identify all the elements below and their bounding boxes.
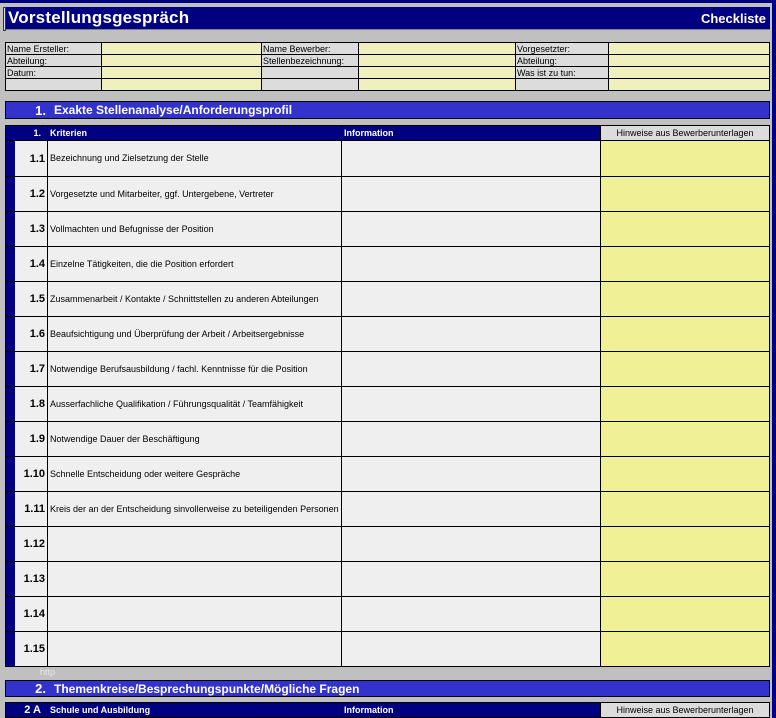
- table-row: [6, 491, 769, 526]
- row-criteria[interactable]: [47, 632, 341, 666]
- row-number: 1.5: [6, 282, 47, 316]
- table-row: [6, 211, 769, 246]
- label-empty: [262, 67, 359, 79]
- row-hint-input[interactable]: [600, 562, 769, 596]
- row-information-input[interactable]: [341, 422, 600, 456]
- row-criteria: Bezeichnung und Zielsetzung der Stelle: [47, 141, 341, 176]
- input-was-ist-zu-tun[interactable]: [609, 67, 770, 79]
- section-1-rows: [5, 141, 770, 667]
- row-number: 1.12: [6, 527, 47, 561]
- label-vorgesetzter: Vorgesetzter:: [516, 43, 609, 55]
- input-empty[interactable]: [102, 79, 262, 91]
- right-border: [772, 0, 776, 718]
- info-row: [6, 67, 770, 79]
- col-kriterien: Kriterien: [47, 126, 341, 140]
- col-hinweise: Hinweise aus Bewerberunterlagen: [600, 703, 769, 717]
- row-hint-input[interactable]: [600, 387, 769, 421]
- section-title: Themenkreise/Besprechungspunkte/Mögliche Fragen: [54, 681, 360, 696]
- table-row: [6, 176, 769, 211]
- table-row: [6, 456, 769, 491]
- input-vorgesetzter[interactable]: [609, 43, 770, 55]
- row-hint-input[interactable]: [600, 457, 769, 491]
- section-1-table-header: [5, 125, 770, 141]
- row-criteria: Notwendige Dauer der Beschäftigung: [47, 422, 341, 456]
- input-datum[interactable]: [102, 67, 262, 79]
- section-title: Exakte Stellenanalyse/Anforderungsprofil: [54, 103, 293, 117]
- row-number: 1.3: [6, 212, 47, 246]
- label-empty: [262, 79, 359, 91]
- section-2-header: [5, 680, 770, 697]
- row-criteria[interactable]: [47, 527, 341, 561]
- label-name-bewerber: Name Bewerber:: [262, 43, 359, 55]
- table-row: [6, 386, 769, 421]
- row-criteria: Ausserfachliche Qualifikation / Führungsqualität / Teamfähigkeit: [47, 387, 341, 421]
- row-hint-input[interactable]: [600, 527, 769, 561]
- row-information-input[interactable]: [341, 177, 600, 211]
- label-stellenbezeichnung: Stellenbezeichnung:: [262, 55, 359, 67]
- input-abteilung[interactable]: [102, 55, 262, 67]
- label-abteilung: Abteilung:: [6, 55, 102, 67]
- row-information-input[interactable]: [341, 212, 600, 246]
- section-1-header: [5, 101, 770, 119]
- row-hint-input[interactable]: [600, 282, 769, 316]
- row-information-input[interactable]: [341, 141, 600, 176]
- row-number: 1.4: [6, 247, 47, 281]
- row-criteria: Beaufsichtigung und Überprüfung der Arbeit / Arbeitsergebnisse: [47, 317, 341, 351]
- section-number: 1.: [35, 102, 46, 118]
- row-information-input[interactable]: [341, 632, 600, 666]
- col-number: 2 A: [6, 703, 47, 717]
- info-row: [6, 79, 770, 91]
- row-hint-input[interactable]: [600, 212, 769, 246]
- row-information-input[interactable]: [341, 457, 600, 491]
- row-information-input[interactable]: [341, 317, 600, 351]
- col-schule-ausbildung: Schule und Ausbildung: [47, 703, 341, 717]
- row-number: 1.10: [6, 457, 47, 491]
- table-row: [6, 526, 769, 561]
- row-hint-input[interactable]: [600, 632, 769, 666]
- col-hinweise: Hinweise aus Bewerberunterlagen: [600, 126, 769, 140]
- row-number: 1.6: [6, 317, 47, 351]
- input-empty[interactable]: [359, 79, 516, 91]
- table-row: [6, 631, 769, 666]
- table-row: [6, 316, 769, 351]
- row-hint-input[interactable]: [600, 177, 769, 211]
- page-title: Vorstellungsgespräch: [8, 8, 190, 27]
- input-name-bewerber[interactable]: [359, 43, 516, 55]
- row-criteria: Vollmachten und Befugnisse der Position: [47, 212, 341, 246]
- row-criteria: Zusammenarbeit / Kontakte / Schnittstellen zu anderen Abteilungen: [47, 282, 341, 316]
- col-number: 1.: [6, 126, 47, 140]
- row-information-input[interactable]: [341, 527, 600, 561]
- title-bar: [4, 7, 770, 30]
- label-abteilung-2: Abteilung:: [516, 55, 609, 67]
- section-number: 2.: [35, 681, 46, 696]
- row-information-input[interactable]: [341, 387, 600, 421]
- label-was-ist-zu-tun: Was ist zu tun:: [516, 67, 609, 79]
- row-hint-input[interactable]: [600, 422, 769, 456]
- input-name-ersteller[interactable]: [102, 43, 262, 55]
- row-number: 1.15: [6, 632, 47, 666]
- row-information-input[interactable]: [341, 247, 600, 281]
- top-border: [0, 0, 776, 3]
- cell-cursor: [3, 7, 6, 31]
- row-number: 1.2: [6, 177, 47, 211]
- row-information-input[interactable]: [341, 597, 600, 631]
- row-number: 1.13: [6, 562, 47, 596]
- info-row: [6, 43, 770, 55]
- row-hint-input[interactable]: [600, 597, 769, 631]
- table-row: [6, 141, 769, 176]
- input-empty[interactable]: [609, 79, 770, 91]
- row-hint-input[interactable]: [600, 492, 769, 526]
- row-information-input[interactable]: [341, 562, 600, 596]
- row-hint-input[interactable]: [600, 352, 769, 386]
- row-number: 1.8: [6, 387, 47, 421]
- label-name-ersteller: Name Ersteller:: [6, 43, 102, 55]
- input-empty[interactable]: [359, 67, 516, 79]
- col-information: Information: [341, 703, 600, 717]
- row-number: 1.9: [6, 422, 47, 456]
- input-stellenbezeichnung[interactable]: [359, 55, 516, 67]
- row-number: 1.7: [6, 352, 47, 386]
- label-empty: [516, 79, 609, 91]
- table-row: [6, 246, 769, 281]
- row-hint-input[interactable]: [600, 141, 769, 176]
- table-row: [6, 561, 769, 596]
- row-hint-input[interactable]: [600, 247, 769, 281]
- row-criteria: Einzelne Tätigkeiten, die die Position erfordert: [47, 247, 341, 281]
- row-information-input[interactable]: [341, 352, 600, 386]
- row-criteria[interactable]: [47, 562, 341, 596]
- row-criteria: Kreis der an der Entscheidung sinvollerweise zu beteiligenden Personen: [47, 492, 341, 526]
- section-2a-table-header: [5, 702, 770, 718]
- info-row: [6, 55, 770, 67]
- row-criteria: Notwendige Berufsausbildung / fachl. Kenntnisse für die Position: [47, 352, 341, 386]
- table-row: [6, 351, 769, 386]
- watermark-text: http: [40, 667, 56, 677]
- row-hint-input[interactable]: [600, 317, 769, 351]
- page-subtitle: Checkliste: [700, 10, 766, 26]
- header-info-table: [5, 42, 770, 91]
- row-information-input[interactable]: [341, 282, 600, 316]
- table-row: [6, 596, 769, 631]
- label-datum: Datum:: [6, 67, 102, 79]
- col-information: Information: [341, 126, 600, 140]
- row-number: 1.1: [6, 141, 47, 176]
- label-empty: [6, 79, 102, 91]
- row-criteria: Schnelle Entscheidung oder weitere Gespräche: [47, 457, 341, 491]
- row-criteria: Vorgesetzte und Mitarbeiter, ggf. Untergebene, Vertreter: [47, 177, 341, 211]
- row-criteria[interactable]: [47, 597, 341, 631]
- table-row: [6, 421, 769, 456]
- row-number: 1.11: [6, 492, 47, 526]
- row-information-input[interactable]: [341, 492, 600, 526]
- input-abteilung-2[interactable]: [609, 55, 770, 67]
- row-number: 1.14: [6, 597, 47, 631]
- table-row: [6, 281, 769, 316]
